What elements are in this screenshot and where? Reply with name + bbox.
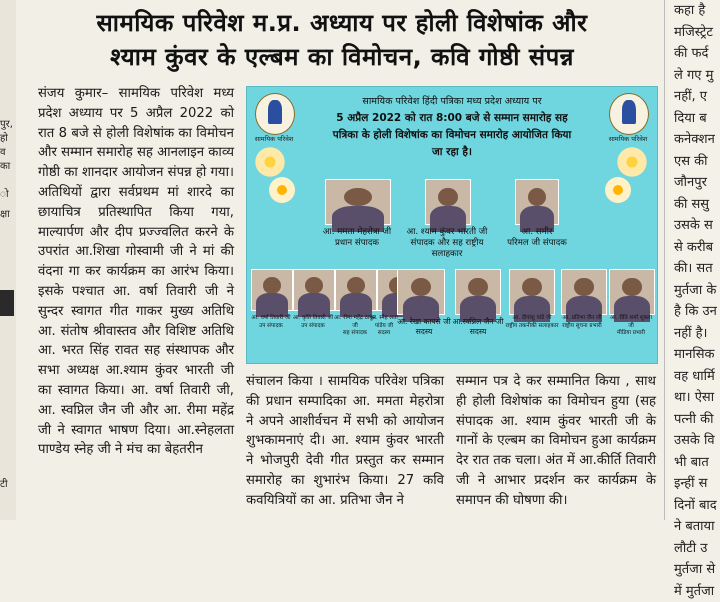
member-caption	[451, 317, 505, 337]
adjacent-article-line: दिया ब	[668, 108, 720, 130]
adjacent-article-line: जौनपुर	[668, 172, 720, 194]
member-caption	[607, 315, 655, 338]
adjacent-article-line: मुर्तजा के	[668, 280, 720, 302]
left-strip-text: का	[0, 160, 10, 174]
poster-title-line: 5 अप्रैल 2022 को रात 8:00 बजे से सम्मान समारोह सह	[309, 110, 595, 127]
adjacent-article-line: पत्नी की	[668, 409, 720, 431]
member-photo	[561, 269, 607, 315]
member-photo	[293, 269, 335, 311]
guest-photo	[425, 179, 471, 225]
member-caption	[291, 315, 335, 330]
member-role: उप संपादक	[291, 323, 335, 331]
magazine-logo-icon	[255, 93, 295, 135]
member-photo	[397, 269, 445, 315]
adjacent-article-column	[668, 0, 720, 520]
headline-line-1: सामयिक परिवेश म.प्र. अध्याय पर होली विशेषांक और	[22, 6, 662, 40]
member-caption	[557, 315, 607, 330]
flower-decoration	[267, 175, 297, 205]
member-name: आ. रेखा कापसे जी	[397, 317, 451, 327]
adjacent-article-line: उसके वि	[668, 430, 720, 452]
headline	[22, 6, 662, 74]
adjacent-article-line: मजिस्ट्रेट	[668, 22, 720, 44]
guest-caption	[307, 227, 407, 249]
left-strip-text: हो	[0, 132, 8, 146]
guest-caption	[397, 227, 497, 260]
guest-caption	[497, 227, 577, 249]
flower-decoration	[253, 145, 287, 179]
member-name: आ. कृति तिवारी जी	[291, 315, 335, 323]
adjacent-article-line: इन्हीं स	[668, 473, 720, 495]
adjacent-article-line: की ससु	[668, 194, 720, 216]
adjacent-article-line: ले गए मु	[668, 65, 720, 87]
guest-name: आ. श्याम कुंवर भारती जी	[397, 227, 497, 238]
article-column-2	[246, 372, 444, 511]
left-strip-text: व	[0, 146, 6, 160]
guest-role: संपादक और सह राष्ट्रीय सलाहकार	[397, 238, 497, 260]
member-role: सदस्य	[365, 330, 403, 338]
left-strip-text: क्षा	[0, 208, 10, 222]
member-photo	[609, 269, 655, 315]
adjacent-article-line: की फर्द	[668, 43, 720, 65]
adjacent-article-line: भी बात	[668, 452, 720, 474]
member-role: राष्ट्रीय सूचना प्रभारी	[557, 323, 607, 331]
adjacent-article-line: नहीं, ए	[668, 86, 720, 108]
article-paragraph: संचालन किया । सामयिक परिवेश पत्रिका की प्रधान सम्पादिका आ. ममता मेहरोत्रा ने अपने आशीर्वचन में सभी को आयोजन शुभकामनाएं दी। आ. श्याम कुंवर भारती ने भोजपुरी देवी गीत प्रस्तुत कर सम्मान समारोह का शुभारंभ किया। 27 कवि कवयित्रियों का आ. प्रतिभा जैन ने	[246, 372, 444, 511]
poster-title-line: सामयिक परिवेश हिंदी पत्रिका मध्य प्रदेश अध्याय पर	[309, 93, 595, 110]
member-name: आ. दीपांशु पांडे जी	[505, 315, 559, 323]
member-name: आ. रीमा महेंद्र ठाकुर जी	[333, 315, 377, 330]
magazine-logo-icon	[609, 93, 649, 135]
adjacent-article-line: कहा है	[668, 0, 720, 22]
adjacent-article-line: दिनों बाद	[668, 495, 720, 517]
adjacent-article-line: से करीब	[668, 237, 720, 259]
guest-role: परिमल जी संपादक	[497, 238, 577, 249]
poster-title-line: पत्रिका के होली विशेषांक का विमोचन समारोह आयोजित किया	[309, 127, 595, 144]
member-name: आ. वर्षा तिवारी जी	[249, 315, 293, 323]
flower-decoration	[603, 175, 633, 205]
member-name: आ. रीति शर्मा शुक्ला जी	[607, 315, 655, 330]
member-role: सह संपादक	[333, 330, 377, 338]
adjacent-article-line: एस की	[668, 151, 720, 173]
member-caption	[397, 317, 451, 337]
left-strip-text: ो	[0, 188, 9, 202]
event-poster-image	[246, 86, 658, 364]
member-caption	[505, 315, 559, 330]
adjacent-article-line: वह धार्मि	[668, 366, 720, 388]
adjacent-article-line: मानसिक	[668, 344, 720, 366]
member-role: सदस्य	[451, 327, 505, 337]
left-strip-text: पुर,	[0, 118, 13, 132]
guest-role: प्रधान संपादक	[307, 238, 407, 249]
article-column-3	[456, 372, 656, 511]
adjacent-article-line: की। सत	[668, 258, 720, 280]
member-name: आ. स्नेह लता पांडेय जी	[365, 315, 403, 330]
article-column-1	[38, 84, 234, 460]
member-photo	[251, 269, 293, 311]
adjacent-article-line: लौटी उ	[668, 538, 720, 560]
poster-title	[309, 93, 595, 161]
member-name: आ. प्रतिभा जैन जी	[557, 315, 607, 323]
member-caption	[249, 315, 293, 330]
adjacent-article-line: कनेक्शन	[668, 129, 720, 151]
left-strip-block	[0, 290, 14, 316]
guest-photo	[325, 179, 391, 225]
logo-caption: सामयिक परिवेश	[251, 134, 297, 143]
member-photo	[335, 269, 377, 311]
guest-photo	[515, 179, 559, 225]
adjacent-article-line: है कि उन	[668, 301, 720, 323]
member-role: मीडिया प्रभारी	[607, 330, 655, 338]
left-cropped-strip	[0, 0, 16, 520]
member-photo	[509, 269, 555, 315]
headline-line-2: श्याम कुंवर के एल्बम का विमोचन, कवि गोष्ठी संपन्न	[22, 40, 662, 74]
member-photo	[455, 269, 501, 315]
article-paragraph: सम्मान पत्र दे कर सम्मानित किया , साथ ही होली विशेषांक का विमोचन हुया (सह संपादक आ. श्याम कुंवर भारती जी के गानों के एल्बम का विमोचन हुआ कार्यक्रम देर रात तक चला। अंत में आ.कीर्ति तिवारी जी ने आभार प्रदर्शन कर कार्यक्रम के समापन की घोषणा की।	[456, 372, 656, 511]
member-name: आ.स्वप्निल जैन जी	[451, 317, 505, 327]
logo-caption: सामयिक परिवेश	[605, 134, 651, 143]
guest-name: आ. ममता मेहरोत्रा जी	[307, 227, 407, 238]
flower-decoration	[615, 145, 649, 179]
guest-name: आ. समीर	[497, 227, 577, 238]
adjacent-article-line: उसके स	[668, 215, 720, 237]
poster-title-line: जा रहा है।	[309, 144, 595, 161]
member-role: सदस्य	[397, 327, 451, 337]
article-paragraph: संजय कुमार– सामयिक परिवेश मध्य प्रदेश अध्याय पर 5 अप्रैल 2022 को रात 8 बजे से होली विशेषांक का विमोचन और सम्मान समारोह सह आनलाइन काव्य गोष्ठी का शानदार आयोजन संपन्न हो गया। अतिथियों द्वारा सर्वप्रथम मां शारदे का छायाचित्र प्रतिस्थापित किया गया, माल्यार्पण और दीप प्रज्ज्वलित करने के उपरांत आ.शिखा गोस्वामी जी ने मां की वंदना गा कर कार्यक्रम का आरंभ किया। इसके पश्चात आ. वर्षा तिवारी जी ने सुन्दर स्वागत गीत गाकर मुख्य अतिथि आ. संतोष श्रीवास्तव और विशिष्ट अतिथि आ. भरत सिंह रावत सह संस्थापक और सभा अध्यक्ष आ.श्याम कुंवर भारती जी का स्वागत किया। आ. वर्षा तिवारी जी, आ. स्वप्निल जैन जी और आ. रीमा महेंद्र जी ने स्वागत भाषण दिया। आ.स्नेहलता पाण्डेय स्नेह जी ने मंच का बेहतरीन	[38, 84, 234, 460]
member-role: राष्ट्रीय तकनीकी सलाहकार	[505, 323, 559, 331]
column-divider	[664, 0, 665, 520]
adjacent-article-line: नहीं है।	[668, 323, 720, 345]
adjacent-article-line: में मुर्तजा	[668, 581, 720, 602]
adjacent-article-line: था। ऐसा	[668, 387, 720, 409]
adjacent-article-line: ने बताया	[668, 516, 720, 538]
member-role: उप संपादक	[249, 323, 293, 331]
left-strip-text: टी	[0, 478, 8, 492]
adjacent-article-line: मुर्तजा से	[668, 559, 720, 581]
